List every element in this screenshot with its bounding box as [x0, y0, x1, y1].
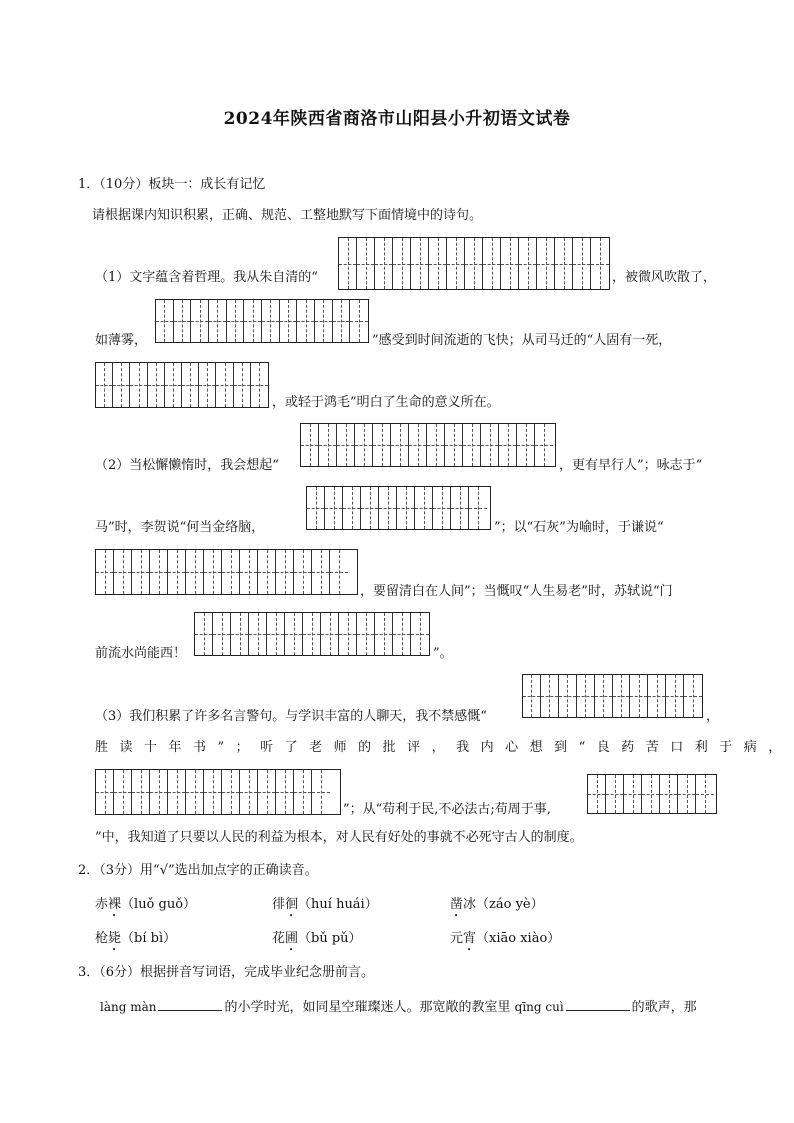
answer-grid-4[interactable] — [300, 423, 556, 467]
q1-p3-e: ”中，我知道了只要以人民的利益为根本，对人民有好处的事就不必死守古人的制度。 — [95, 830, 583, 845]
q1-p1-e: ，或轻于鸿毛”明白了生命的意义所在。 — [272, 395, 500, 410]
q1-p3-d: ”；从“苟利于民,不必法古;苟周于事, — [343, 802, 551, 817]
q1-p2-a: （2）当松懈懒惰时，我会想起“ — [95, 458, 279, 473]
answer-grid-10[interactable] — [587, 774, 717, 814]
q2-item-6: 元宵（xiāo xiào） — [450, 931, 561, 946]
answer-grid-3[interactable] — [95, 362, 269, 408]
q1-p1-a: （1）文字蕴含着哲理。我从朱自清的“ — [95, 270, 318, 285]
q1-p2-d: ”；以“石灰”为喻时，于谦说“ — [494, 520, 664, 535]
q1-p1-b: ，被微风吹散了， — [612, 270, 717, 285]
q1-p2-b: ，更有早行人”；咏志于“ — [559, 458, 703, 473]
answer-grid-6[interactable] — [95, 549, 358, 595]
q1-p2-e: ，要留清白在人间”；当慨叹“人生易老”时，苏轼说“门 — [360, 584, 673, 599]
q1-p3-b: ， — [706, 709, 720, 724]
q2-item-5: 花圃（bǔ pǔ） — [272, 931, 362, 946]
blank-1[interactable] — [158, 998, 222, 1011]
q1-p3-c: 胜读十年书”；听了老师的批评，我内心想到“良药苦口利于病， — [95, 740, 793, 755]
q2-item-2: 徘徊（huí huái） — [272, 897, 378, 912]
page-title: 2024年陕西省商洛市山阳县小升初语文试卷 — [223, 109, 571, 129]
q1-p1-c: 如薄雾， — [95, 333, 148, 348]
q1-p3-a: （3）我们积累了许多名言警句。与学识丰富的人聊天，我不禁感慨“ — [95, 709, 487, 724]
q2-item-4: 枪毙（bí bì） — [95, 931, 177, 946]
answer-grid-9[interactable] — [95, 769, 341, 815]
q2-item-1: 赤裸（luǒ guǒ） — [95, 897, 197, 912]
q1-p2-f: 前流水尚能西！ — [95, 646, 187, 661]
q1-p1-d: ”感受到时间流逝的飞快；从司马迁的“人固有一死， — [372, 333, 672, 348]
blank-2[interactable] — [566, 998, 630, 1011]
answer-grid-8[interactable] — [522, 674, 703, 718]
q3-line: làng màn 的小学时光，如同星空璀璨迷人。那宽敞的教室里 qīng cuì 的歌声，那 — [100, 1000, 697, 1015]
q3-header: 3．（6分）根据拼音写词语，完成毕业纪念册前言。 — [78, 965, 375, 980]
q1-intro: 请根据课内知识积累，正确、规范、工整地默写下面情境中的诗句。 — [92, 208, 483, 223]
answer-grid-7[interactable] — [194, 612, 430, 656]
pinyin-qingcui: qīng cuì — [514, 1000, 564, 1014]
q1-p2-c: 马”时，李贺说“何当金络脑， — [95, 520, 265, 535]
q1-p2-g: ”。 — [433, 646, 453, 661]
answer-grid-2[interactable] — [155, 299, 369, 343]
q2-item-3: 凿冰（záo yè） — [450, 897, 544, 912]
q2-header: 2．（3分）用“√”选出加点字的正确读音。 — [78, 863, 318, 878]
pinyin-langman: làng màn — [100, 1000, 157, 1014]
q1-header: 1．（10分）板块一：成长有记忆 — [78, 177, 266, 192]
answer-grid-1[interactable] — [338, 237, 610, 290]
answer-grid-5[interactable] — [306, 486, 491, 530]
